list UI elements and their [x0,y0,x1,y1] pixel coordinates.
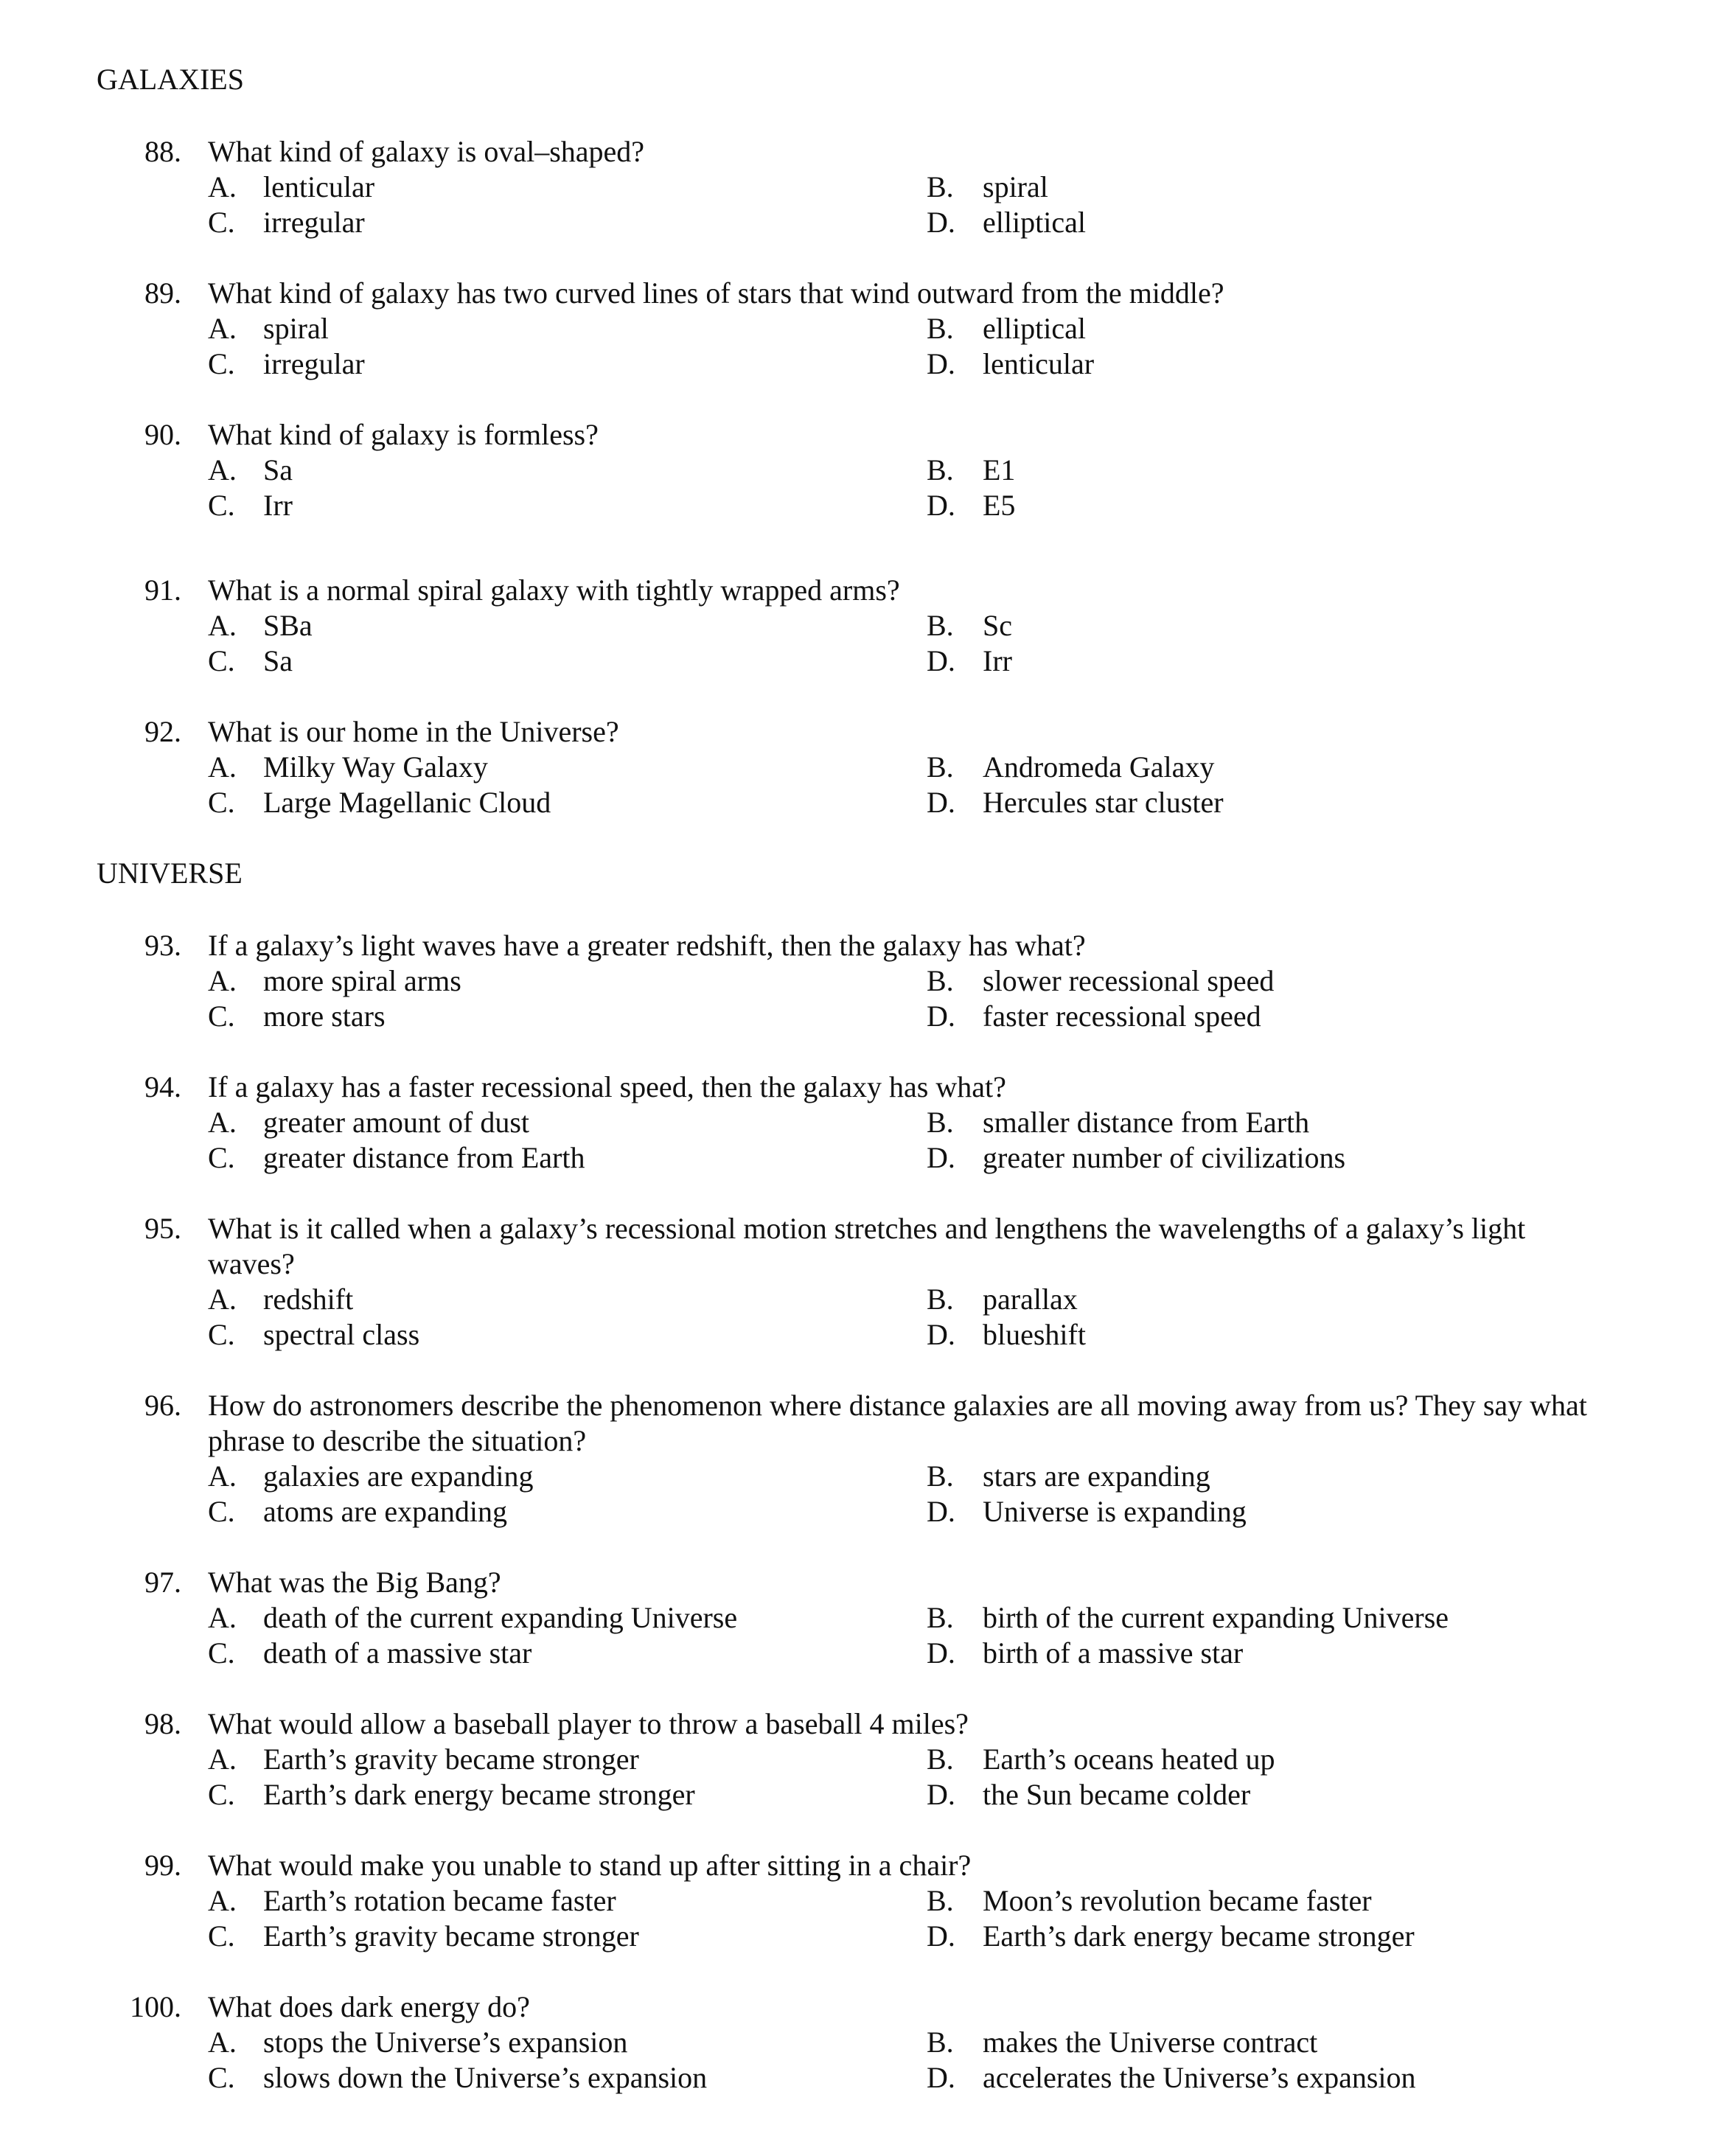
option-letter: B. [927,609,954,642]
question-number: 93. [144,929,181,962]
question-90 [0,417,1725,523]
question-93 [0,928,1725,1034]
question-number: 95. [144,1212,181,1245]
option-text: slower recessional speed [983,964,1275,997]
option-letter: D. [927,1919,955,1953]
question-text: If a galaxy’s light waves have a greater redshift, then the galaxy has what? [208,929,1086,962]
option-text: galaxies are expanding [263,1459,534,1493]
option-letter: B. [927,1459,954,1493]
option-letter: C. [208,1919,235,1953]
option-text: accelerates the Universe’s expansion [983,2061,1416,2094]
option-row [0,1919,1725,1954]
option-text: Andromeda Galaxy [983,750,1215,784]
option-text: lenticular [983,347,1095,380]
question-95 [0,1211,1725,1353]
option-row [0,963,1725,999]
option-letter: B. [927,1601,954,1634]
option-row [0,205,1725,240]
option-text: Irr [983,644,1012,677]
question-text: What is our home in the Universe? [208,715,619,748]
question-number: 92. [144,715,181,748]
question-text: What was the Big Bang? [208,1566,501,1599]
option-text: lenticular [263,170,375,203]
option-letter: D. [927,1778,955,1811]
section-title-galaxies: GALAXIES [97,63,244,96]
option-text: death of the current expanding Universe [263,1601,738,1634]
question-text: What is a normal spiral galaxy with tightly wrapped arms? [208,573,900,607]
option-row [0,311,1725,346]
option-text: the Sun became colder [983,1778,1251,1811]
question-text: If a galaxy has a faster recessional speed, then the galaxy has what? [208,1070,1006,1103]
option-letter: C. [208,347,235,380]
option-letter: D. [927,1141,955,1174]
option-text: Earth’s dark energy became stronger [263,1778,695,1811]
option-letter: D. [927,206,955,239]
option-row [0,1105,1725,1140]
option-letter: A. [208,1601,237,1634]
option-letter: C. [208,786,235,819]
option-text: birth of a massive star [983,1636,1244,1670]
question-text: What does dark energy do? [208,1990,530,2023]
option-row [0,1317,1725,1353]
option-letter: B. [927,750,954,784]
option-letter: C. [208,1778,235,1811]
option-letter: A. [208,1742,237,1776]
option-text: Hercules star cluster [983,786,1224,819]
option-text: stars are expanding [983,1459,1210,1493]
option-text: Sa [263,453,293,486]
option-letter: C. [208,1318,235,1351]
question-line-continued [0,1423,1725,1459]
option-letter: B. [927,170,954,203]
question-text: What kind of galaxy is formless? [208,418,599,451]
option-row [0,1777,1725,1813]
question-line [0,276,1725,311]
option-text: Universe is expanding [983,1495,1247,1528]
question-number: 88. [144,135,181,168]
option-row [0,1600,1725,1636]
option-text: birth of the current expanding Universe [983,1601,1449,1634]
question-line [0,928,1725,963]
option-letter: C. [208,1495,235,1528]
option-letter: A. [208,964,237,997]
question-line [0,1211,1725,1246]
option-letter: B. [927,1283,954,1316]
option-row [0,750,1725,785]
question-line [0,1989,1725,2025]
option-text: Earth’s dark energy became stronger [983,1919,1415,1953]
question-97 [0,1565,1725,1671]
option-text: SBa [263,609,313,642]
option-letter: A. [208,1459,237,1493]
option-row [0,346,1725,382]
option-text: slows down the Universe’s expansion [263,2061,708,2094]
question-number: 96. [144,1389,181,1422]
option-letter: D. [927,1636,955,1670]
option-row [0,170,1725,205]
option-row [0,1883,1725,1919]
option-text: spiral [983,170,1048,203]
option-text: spiral [263,312,329,345]
option-letter: C. [208,2061,235,2094]
option-text: greater distance from Earth [263,1141,585,1174]
option-letter: D. [927,786,955,819]
option-letter: A. [208,1106,237,1139]
question-text: What kind of galaxy has two curved lines of stars that wind outward from the middle? [208,276,1224,310]
option-letter: C. [208,999,235,1033]
option-letter: D. [927,999,955,1033]
option-text: E1 [983,453,1016,486]
option-letter: A. [208,170,237,203]
option-letter: D. [927,1495,955,1528]
question-line [0,714,1725,750]
option-letter: B. [927,453,954,486]
question-text: What is it called when a galaxy’s recessional motion stretches and lengthens the wavelengths of a galaxy’s light [208,1212,1526,1245]
option-row [0,608,1725,643]
question-96 [0,1388,1725,1529]
question-line [0,134,1725,170]
option-letter: A. [208,750,237,784]
question-text: What would make you unable to stand up after sitting in a chair? [208,1849,972,1882]
option-row [0,1282,1725,1317]
question-100 [0,1989,1725,2096]
option-text: Earth’s gravity became stronger [263,1919,639,1953]
question-text: waves? [208,1247,295,1280]
option-letter: A. [208,1283,237,1316]
question-number: 89. [144,276,181,310]
option-text: greater number of civilizations [983,1141,1346,1174]
option-text: death of a massive star [263,1636,532,1670]
option-row [0,1140,1725,1176]
option-letter: A. [208,609,237,642]
question-line-continued [0,1246,1725,1282]
question-line [0,417,1725,453]
option-row [0,785,1725,820]
question-99 [0,1848,1725,1954]
option-letter: D. [927,644,955,677]
question-line [0,1388,1725,1423]
question-number: 90. [144,418,181,451]
question-94 [0,1070,1725,1176]
option-letter: C. [208,1636,235,1670]
question-line [0,1070,1725,1105]
option-text: greater amount of dust [263,1106,529,1139]
option-letter: B. [927,312,954,345]
question-line [0,1565,1725,1600]
option-letter: B. [927,964,954,997]
option-text: Sc [983,609,1012,642]
option-letter: A. [208,453,237,486]
option-row [0,2025,1725,2060]
option-letter: D. [927,347,955,380]
option-text: Sa [263,644,293,677]
option-text: parallax [983,1283,1078,1316]
option-letter: B. [927,2026,954,2059]
question-98 [0,1706,1725,1813]
option-letter: C. [208,644,235,677]
option-letter: C. [208,1141,235,1174]
option-letter: B. [927,1106,954,1139]
question-line [0,1848,1725,1883]
section-title-universe: UNIVERSE [97,857,243,890]
option-row [0,643,1725,679]
option-text: Milky Way Galaxy [263,750,488,784]
option-text: Large Magellanic Cloud [263,786,551,819]
option-text: atoms are expanding [263,1495,507,1528]
option-row [0,488,1725,523]
option-text: blueshift [983,1318,1086,1351]
question-number: 99. [144,1849,181,1882]
option-letter: A. [208,2026,237,2059]
option-letter: D. [927,2061,955,2094]
option-letter: D. [927,489,955,522]
option-text: Earth’s gravity became stronger [263,1742,639,1776]
question-number: 98. [144,1707,181,1740]
option-text: more stars [263,999,386,1033]
option-row [0,1636,1725,1671]
option-text: Earth’s oceans heated up [983,1742,1275,1776]
option-letter: A. [208,1884,237,1917]
option-letter: C. [208,489,235,522]
option-text: more spiral arms [263,964,461,997]
question-line [0,573,1725,608]
question-92 [0,714,1725,820]
option-text: irregular [263,347,365,380]
option-text: elliptical [983,206,1086,239]
option-row [0,1742,1725,1777]
question-line [0,1706,1725,1742]
option-letter: B. [927,1742,954,1776]
option-row [0,1494,1725,1529]
option-text: Moon’s revolution became faster [983,1884,1372,1917]
option-row [0,1459,1725,1494]
option-letter: C. [208,206,235,239]
question-89 [0,276,1725,382]
option-text: stops the Universe’s expansion [263,2026,628,2059]
option-letter: B. [927,1884,954,1917]
question-88 [0,134,1725,240]
question-text: What kind of galaxy is oval–shaped? [208,135,645,168]
question-91 [0,573,1725,679]
option-row [0,2060,1725,2096]
option-row [0,999,1725,1034]
option-text: smaller distance from Earth [983,1106,1310,1139]
question-text: What would allow a baseball player to throw a baseball 4 miles? [208,1707,969,1740]
option-text: faster recessional speed [983,999,1261,1033]
option-text: makes the Universe contract [983,2026,1318,2059]
question-number: 100. [130,1990,181,2023]
option-text: irregular [263,206,365,239]
question-number: 91. [144,573,181,607]
option-text: Earth’s rotation became faster [263,1884,616,1917]
option-row [0,453,1725,488]
option-letter: A. [208,312,237,345]
question-number: 97. [144,1566,181,1599]
option-text: redshift [263,1283,354,1316]
option-text: Irr [263,489,293,522]
option-text: E5 [983,489,1016,522]
question-text: phrase to describe the situation? [208,1424,587,1457]
option-text: spectral class [263,1318,420,1351]
question-text: How do astronomers describe the phenomenon where distance galaxies are all moving away from us? They say what [208,1389,1587,1422]
option-text: elliptical [983,312,1086,345]
option-letter: D. [927,1318,955,1351]
question-number: 94. [144,1070,181,1103]
